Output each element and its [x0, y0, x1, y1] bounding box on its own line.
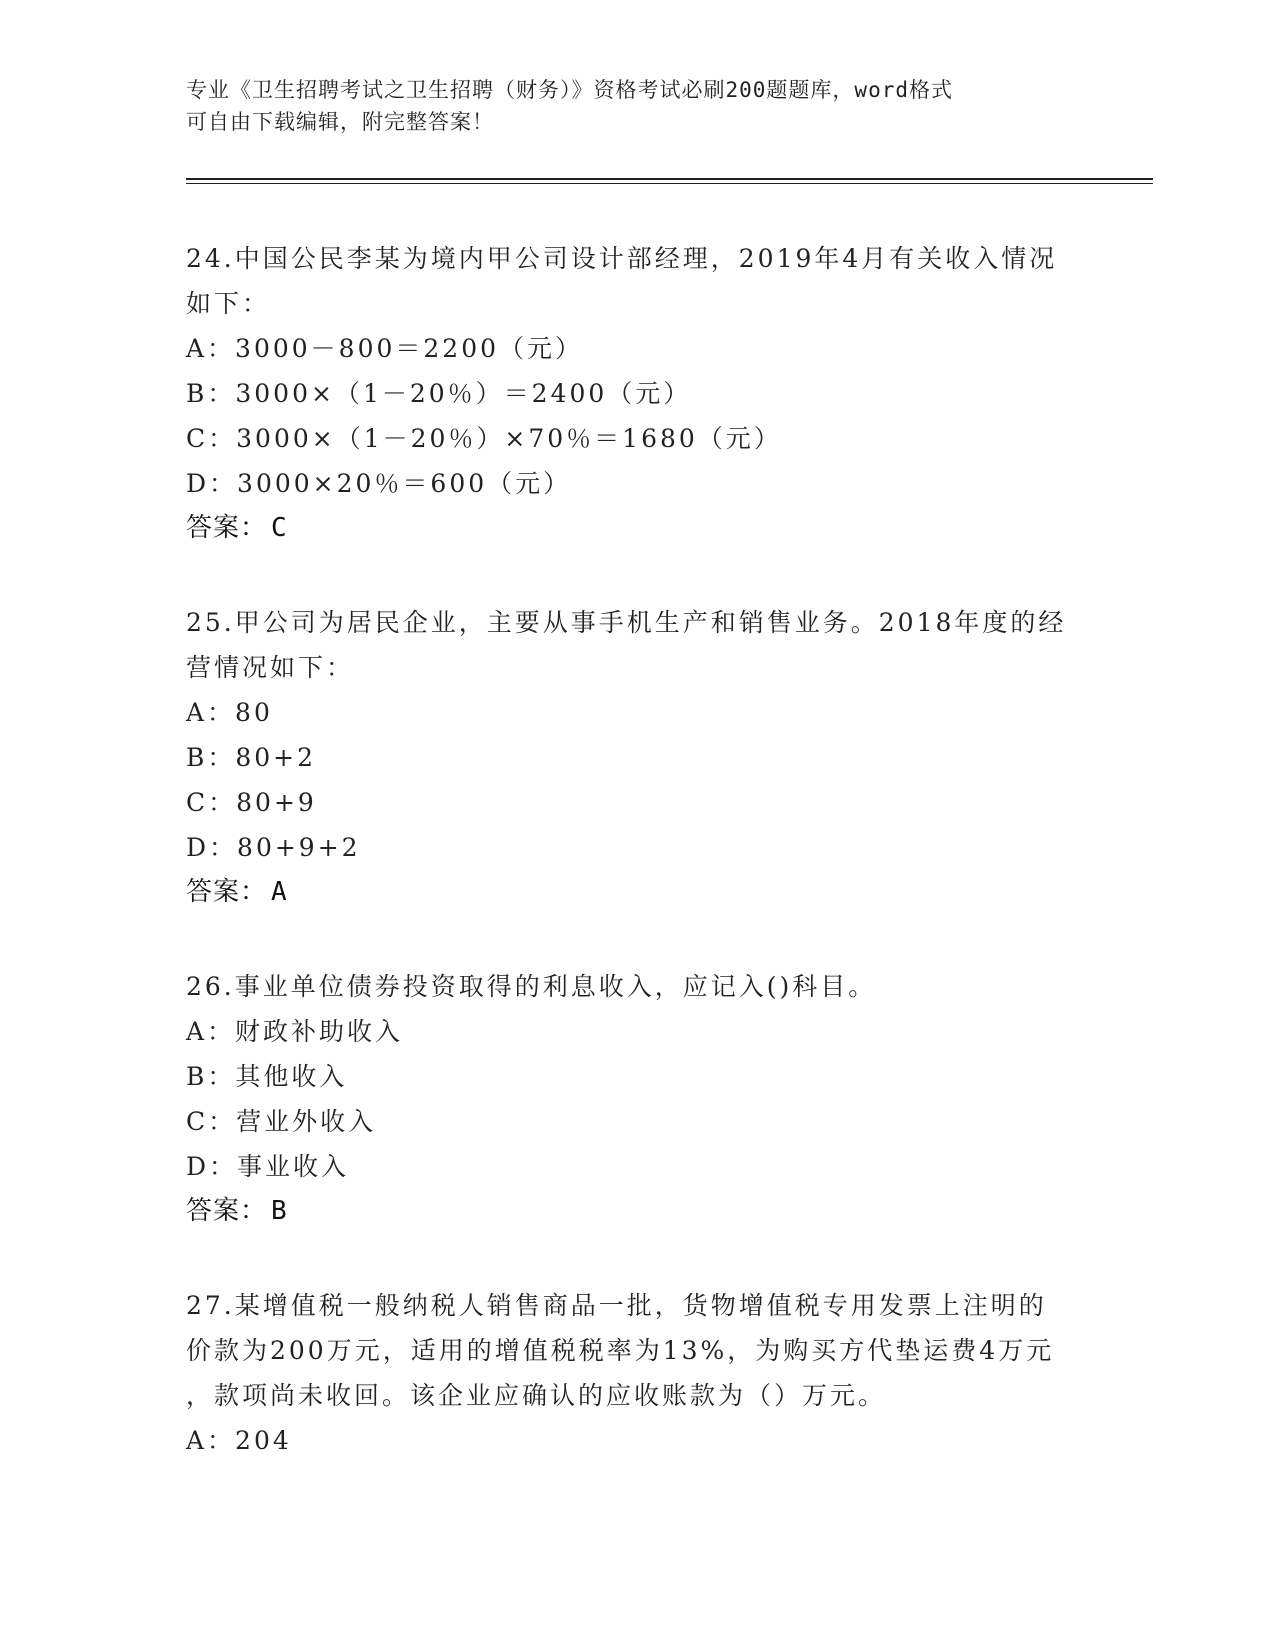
option-a: A：204 — [186, 1426, 292, 1455]
option-b: B：3000×（1－20％）＝2400（元） — [186, 379, 692, 408]
answer-line — [186, 1189, 1086, 1234]
answer-label: 答案： — [186, 1196, 268, 1226]
option-a: A：3000－800＝2200（元） — [186, 334, 584, 363]
header-divider-thin — [186, 183, 1153, 184]
question-text-line: 26.事业单位债券投资取得的利息收入，应记入()科目。 — [186, 972, 877, 1001]
answer-value: B — [271, 1196, 288, 1226]
option-a: A：80 — [186, 698, 273, 727]
question-text-line: 营情况如下： — [186, 653, 355, 682]
option-c: C：3000×（1－20％）×70％＝1680（元） — [186, 424, 782, 453]
question-text-line: 27.某增值税一般纳税人销售商品一批，货物增值税专用发票上注明的 — [186, 1291, 1047, 1320]
option-d: D：事业收入 — [186, 1152, 350, 1181]
question-26 — [186, 964, 1086, 1234]
question-text — [186, 600, 1086, 690]
question-text-line: 24.中国公民李某为境内甲公司设计部经理，2019年4月有关收入情况 — [186, 244, 1058, 273]
answer-value: A — [271, 877, 288, 907]
document-header — [186, 74, 1066, 138]
answer-line — [186, 506, 1086, 551]
question-text — [186, 236, 1086, 326]
option-d: D：3000×20％＝600（元） — [186, 469, 572, 498]
header-line-1: 专业《卫生招聘考试之卫生招聘（财务）》资格考试必刷200题题库，word格式 — [186, 78, 953, 102]
answer-line — [186, 870, 1086, 915]
question-text — [186, 964, 1086, 1009]
option-b: B：其他收入 — [186, 1062, 348, 1091]
question-text — [186, 1283, 1086, 1418]
option-b: B：80+2 — [186, 743, 317, 772]
question-text-line: 如下： — [186, 289, 271, 318]
option-c: C：80+9 — [186, 788, 317, 817]
question-text-line: 25.甲公司为居民企业，主要从事手机生产和销售业务。2018年度的经 — [186, 608, 1067, 637]
header-divider-thick — [186, 178, 1153, 180]
question-text-line: 价款为200万元，适用的增值税税率为13%，为购买方代垫运费4万元 — [186, 1336, 1055, 1365]
question-text-line: ，款项尚未收回。该企业应确认的应收账款为（）万元。 — [186, 1381, 887, 1410]
header-line-2: 可自由下载编辑，附完整答案！ — [186, 110, 494, 134]
option-c: C：营业外收入 — [186, 1107, 377, 1136]
option-d: D：80+9+2 — [186, 833, 361, 862]
question-27 — [186, 1283, 1086, 1463]
answer-value: C — [271, 513, 288, 543]
question-list — [186, 236, 1086, 1463]
option-a: A：财政补助收入 — [186, 1017, 404, 1046]
question-24 — [186, 236, 1086, 551]
answer-label: 答案： — [186, 877, 268, 907]
question-25 — [186, 600, 1086, 915]
answer-label: 答案： — [186, 513, 268, 543]
